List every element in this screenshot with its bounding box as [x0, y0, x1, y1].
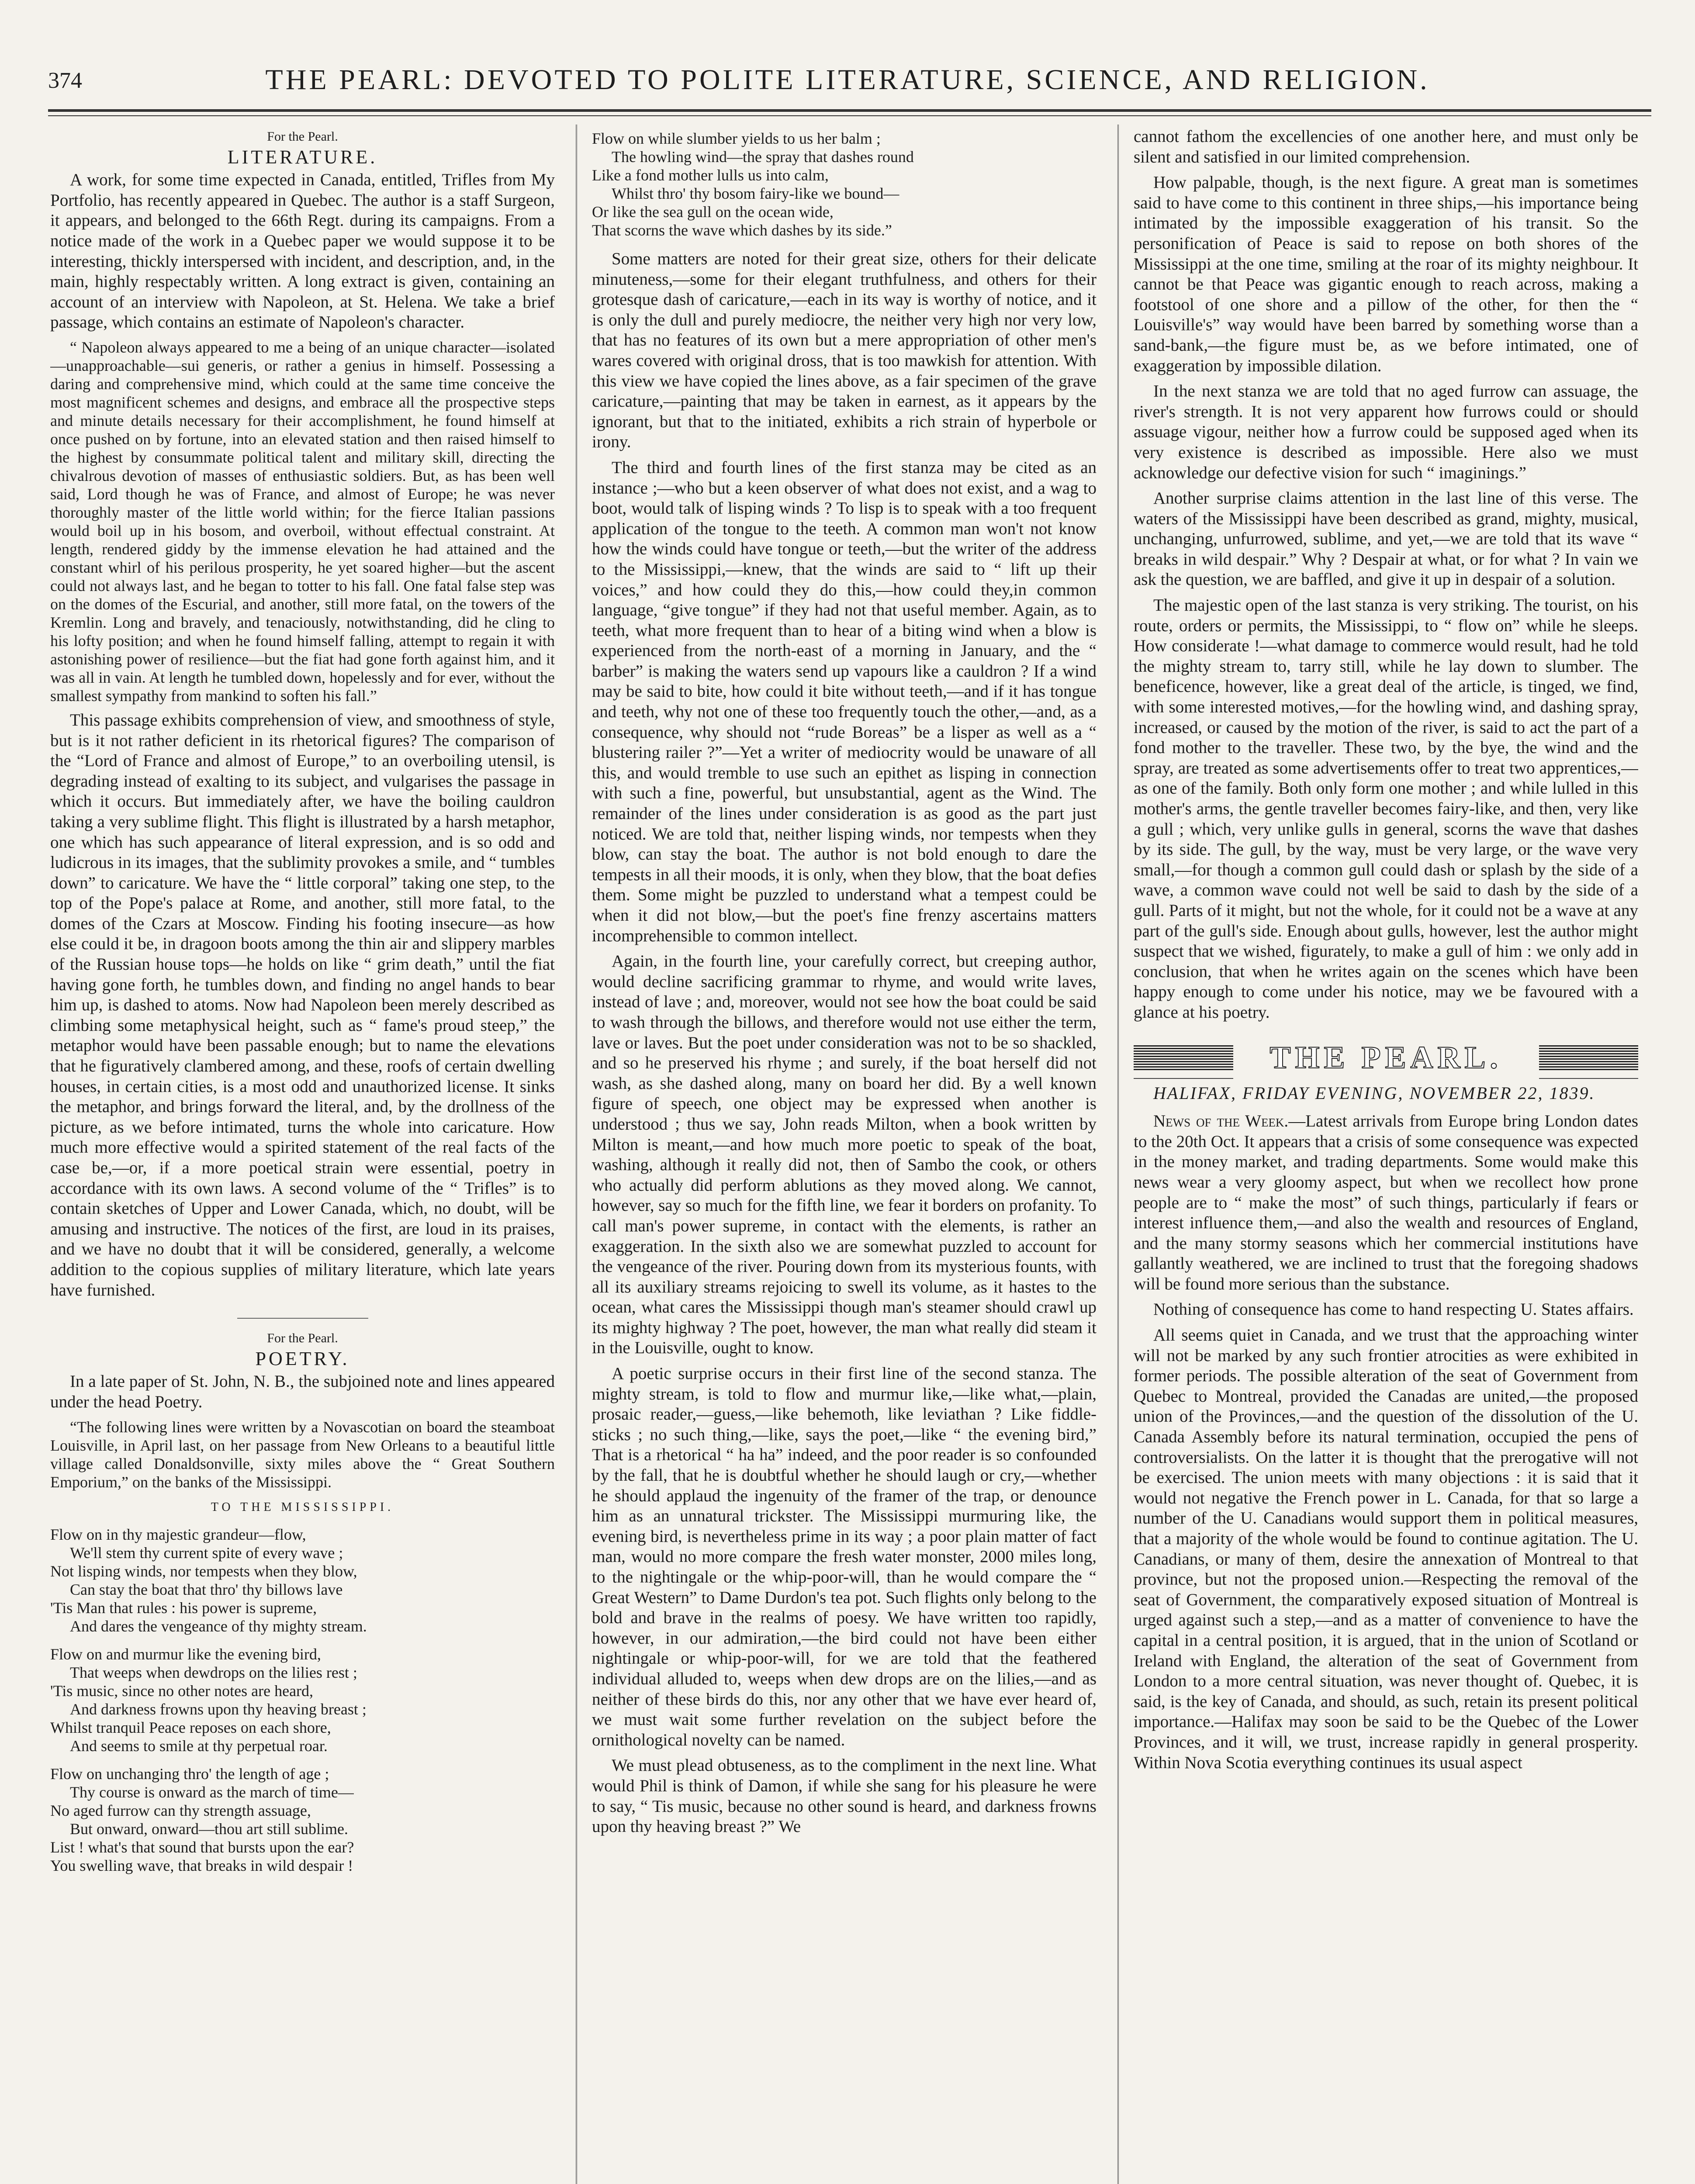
masthead-title: THE PEARL.: [1270, 1040, 1502, 1075]
poem-stanza-1: [50, 1525, 555, 1635]
poem-stanza-3: [50, 1765, 555, 1875]
verse-line: Flow on while slumber yields to us her balm ;: [592, 130, 881, 147]
paragraph: In the next stanza we are told that no aged furrow can assuage, the river's strength. It is not very apparent how furrows could or should assuage vigour, neither how a furrow could be supposed aged when its very existence is described as impossible. Here also we must acknowledge our defective vision for such “ imaginings.”: [1134, 382, 1638, 482]
paragraph: In a late paper of St. John, N. B., the subjoined note and lines appeared under the head Poetry.: [50, 1372, 555, 1411]
verse-line: That weeps when dewdrops on the lilies rest ;: [70, 1664, 357, 1682]
verse-line: Can stay the boat that thro' thy billows lave: [70, 1581, 343, 1599]
paragraph: A poetic surprise occurs in their first line of the second stanza. The mighty stream, is told to flow and murmur like,—like what,—plain, prosaic reader,—guess,—like behemoth, like leviathan ? Like fiddle-sticks ; no such thing,—like, says the poet,—like “ the evening bird,” That is a rhetorical “ ha ha” indeed, and the poor reader is so confounded by the fall, that he is doubtful whether he should laugh or cry,—whether he should applaud the ingenuity of the framer of the trap, or denounce him as an unnatural trickster. The Mississippi murmuring like, the evening bird, is nevertheless prime in its way ; a poor plain matter of fact man, would no more compare the fresh water monster, 2000 miles long, to the nightingale or the whip-poor-will, than he would compare the “ Great Western” to Dame Durdon's tea pot. Such flights only belong to the bold and brave in the realms of poesy. We have written too rapidly, however, in our admiration,—the bird could not have been either nightingale or whip-poor-will, for we are told that the feathered individual alluded to, weeps when dew drops are on the lilies,—and as neither of these birds do this, nor any other that we have ever heard of, we must wait some further revelation on the subject before the ornithological novelty can be named.: [592, 1364, 1097, 1749]
paragraph: Again, in the fourth line, your carefully correct, but creeping author, would decline sacrificing grammar to rhyme, and would write laves, instead of lave ; and, moreover, would not see how the boat could be said to wash through the billows, and therefore would not use either the term, lave or laves. But the poet under consideration was not to be so shackled, and so he preserved his rhyme ; and surely, if the boat herself did not wash, as she dashed along, many on board her did. By a well known figure of speech, one object may be expressed when another is understood ; thus we say, John reads Milton, when a book written by Milton is meant,—and how much more poetic to speak of the boat, washing, although it really did not, then of Sambo the cook, or others who actually did perform ablutions as they moved along. We cannot, however, say so much for the fifth line, we fear it borders on profanity. To call man's power supreme, in contact with the elements, is rather an exaggeration. In the sixth also we are somewhat puzzled to account for the vengeance of the river. Pouring down from its mysterious founts, with all its auxiliary streams rejoicing to swell its volume, as it hastes to the ocean, what cares the Mississippi though man's steamer should crawl up its mighty highway ? The poet, however, the man what really did steam it in the Louisville, ought to know.: [592, 952, 1097, 1358]
running-head: THE PEARL: DEVOTED TO POLITE LITERATURE, SCIENCE, AND RELIGION.: [265, 64, 1430, 96]
news-text: —Latest arrivals from Europe bring London dates to the 20th Oct. It appears that a crisis of some consequence was expected in the money market, and trading departments. Some would make this news wear a very gloomy aspect, but when we recollect how prone people are to “ make the most” of such things, particularly if fears or interest influence them,—and also the wealth and resources of England, and the many stormy seasons which her commercial institutions have gallantly weathered, we are inclined to trust that the foregoing shadows will be found more serious than the substance.: [1134, 1112, 1638, 1293]
verse-line: But onward, onward—thou art still sublime.: [70, 1820, 348, 1838]
poem-title: TO THE MISSISSIPPI.: [211, 1500, 394, 1514]
paragraph: How palpable, though, is the next figure. A great man is sometimes said to have come to this continent in three ships,—his importance being intimated by the impossible exaggeration of his transit. So the personification of Peace is said to repose on both shores of the Mississippi at the one time, smiling at the roar of its mighty neighbour. It cannot be that Peace was gigantic enough to reach across, making a footstool of one shore and a pillow of the other, for then the “ Louisville's” way would have been barred by something worse than a sand-bank,—the figure must be, as we before intimated, one of exaggeration by impossible dilation.: [1134, 173, 1638, 375]
page-number: 374: [48, 68, 82, 93]
verse-line: We'll stem thy current spite of every wave ;: [70, 1544, 343, 1562]
verse-line: List ! what's that sound that bursts upon the ear?: [50, 1838, 354, 1856]
section-separator: [237, 1318, 368, 1319]
column-divider-2: [1117, 124, 1119, 2184]
header-rule-thick: [48, 109, 1651, 112]
column-2: [592, 127, 1097, 2184]
source-note: For the Pearl.: [267, 1331, 338, 1346]
header-rule-thin: [48, 115, 1651, 116]
column-divider-1: [576, 124, 577, 2184]
verse-line: 'Tis Man that rules : his power is supreme,: [50, 1599, 317, 1617]
verse-line: Whilst tranquil Peace reposes on each shore,: [50, 1719, 331, 1737]
news-paragraph: [1134, 1111, 1638, 1294]
verse-line: The howling wind—the spray that dashes round: [612, 148, 914, 166]
poem-stanza-2: [50, 1645, 555, 1755]
verse-line: That scorns the wave which dashes by its side.”: [592, 221, 892, 239]
editor-note: “The following lines were written by a Novascotian on board the steamboat Louisville, in April last, on her passage from New Orleans to a beautiful little village called Donaldsonville, sixty miles above the “ Great Southern Emporium,” on the banks of the Mississippi.: [50, 1418, 555, 1491]
paragraph: The majestic open of the last stanza is very striking. The tourist, on his route, orders or permits, the Mississippi, to “ flow on” while he sleeps. How considerate !—what damage to commerce would result, had he told the mighty stream to, tarry still, while he lay down to slumber. The beneficence, however, like a great deal of the article, is tinged, we find, with some interested motives,—for the howling wind, and dashing spray, increased, or caused by the motion of the river, is said to act the part of a fond mother to the traveller. These two, by the bye, the wind and the spray, are treated as some advertisements offer to treat two apprentices,—as one of the family. Both only form one mother ; and while lulled in this mother's arms, the gentle traveller becomes fairy-like, and then, very like a gull ; which, very unlike gulls in general, scorns the wave that dashes by its side. The gull, by the way, must be very large, or the wave very small,—for though a common gull could dash or splash by the side of a wave, a common wave could not well be said to dash by the side of a gull. Parts of it might, but not the whole, for it could not be a wave at any part of the gull's side. Enough about gulls, however, lest the author might suspect that we wished, figurately, to make a gull of him : we only add in conclusion, that when he writes again on the scenes which have been happy enough to come under his notice, may we be favoured with a glance at his poetry.: [1134, 596, 1638, 1022]
verse-line: And dares the vengeance of thy mighty stream.: [70, 1617, 367, 1635]
quoted-extract: “ Napoleon always appeared to me a being of an unique character—isolated—unapproachable—sui generis, or rather a genius in himself. Possessing a daring and comprehensive mind, which could at the same time conceive the most magnificent schemes and designs, and embrace all the prospective steps and minute details necessary for their accomplishment, he found himself at once pushed on by fortune, into an elevated station and then raised himself to the highest by consummate political talent and military skill, directing the chivalrous devotion of masses of enthusiastic soldiers. But, as has been well said, Lord though he was of France, and almost of Europe; he was never thoroughly master of the little world within; for the fierce Italian passions would boil up in his bosom, and overboil, without effectual constraint. At length, rendered giddy by the immense elevation he had attained and the constant whirl of his perilous prosperity, he yet soared higher—but the ascent could not always last, and he began to totter to his fall. One fatal false step was on the domes of the Escurial, and another, still more fatal, on the towers of the Kremlin. Long and bravely, and tenaciously, notwithstanding, did he cling to his lofty position; and when he found himself falling, attempt to regain it with astonishing power of resilience—but the fiat had gone forth against him, and it was all in vain. At length he tumbled down, hopelessly and for ever, without the smallest sympathy from mankind to soften his fall.”: [50, 338, 555, 705]
verse-line: Flow on in thy majestic grandeur—flow,: [50, 1526, 306, 1544]
verse-line: Whilst thro' thy bosom fairy-like we bound—: [612, 185, 899, 202]
verse-line: And seems to smile at thy perpetual roar.: [70, 1737, 328, 1755]
paragraph: Another surprise claims attention in the last line of this verse. The waters of the Mississippi have been described as grand, mighty, musical, unchanging, unfurrowed, sublime, and yet,—we are told that its wave “ breaks in wild despair.” Why ? Despair at what, or for what ? In vain we ask the question, we are baffled, and give it up in despair of a solution.: [1134, 489, 1638, 589]
paragraph: We must plead obtuseness, as to the compliment in the next line. What would Phil is think of Damon, if while she sang for his pleasure he were to say, “ Tis music, because no other sound is heard, and darkness frowns upon thy heaving breast ?” We: [592, 1756, 1097, 1836]
verse-line: Not lisping winds, nor tempests when they blow,: [50, 1562, 357, 1580]
verse-line: Like a fond mother lulls us into calm,: [592, 166, 829, 184]
verse-line: You swelling wave, that breaks in wild despair !: [50, 1857, 353, 1875]
paragraph: cannot fathom the excellencies of one another here, and must only be silent and satisfied in our limited comprehension.: [1134, 127, 1638, 166]
verse-line: Thy course is onward as the march of time—: [70, 1783, 354, 1801]
verse-line: Flow on unchanging thro' the length of age ;: [50, 1765, 329, 1783]
masthead: [1134, 1040, 1638, 1075]
section-heading-literature: LITERATURE.: [227, 146, 378, 168]
section-heading-poetry: POETRY.: [255, 1348, 350, 1369]
verse-line: Or like the sea gull on the ocean wide,: [592, 203, 834, 221]
paragraph: This passage exhibits comprehension of view, and smoothness of style, but is it not rather deficient in its rhetorical figures? The comparison of the “Lord of France and almost of Europe,” to an overboiling utensil, is degrading instead of exalting to its subject, and vulgarises the passage in which it occurs. But immediately after, we have the boiling cauldron taking a very sublime flight. This flight is illustrated by a harsh metaphor, one which has such appearance of literal expression, and is so odd and ludicrous in its images, that the sublimity provokes a smile, and “ tumbles down” to caricature. We have the “ little corporal” taking one step, to the top of the Pope's palace at Rome, and another, still more fatal, to the domes of the Czars at Moscow. Finding his footing insecure—as how else could it be, in dragoon boots among the thin air and slippery marbles of the Russian house tops—he holds on like “ grim death,” until the fiat having gone forth, he tumbles down, and finding no angel hands to bear him up, is dashed to atoms. Now had Napoleon been merely described as climbing some metaphysical height, such as “ fame's proud steep,” the metaphor would have been passable enough; but to name the elevations that he figuratively clambered among, and these, roofs of certain dwelling houses, in certain cities, is a most odd and unauthorized license. It sinks the metaphor, and brings forward the literal, and, by the drollness of the picture, as we before intimated, turns the whole into caricature. How much more effective would a spirited statement of the real facts of the case be,—or, if a more poetical strain were essential, poetry in accordance with its own laws. A second volume of the “ Trifles” is to contain sketches of Upper and Lower Canada, which, no doubt, will be amusing and instructive. The notices of the first, are loud in its praises, and we have no doubt that it will be considered, generally, a welcome addition to the copious supplies of military literature, which late years have furnished.: [50, 710, 555, 1299]
paragraph: A work, for some time expected in Canada, entitled, Trifles from My Portfolio, has recently appeared in Quebec. The author is a staff Surgeon, it appears, and belonged to the 66th Regt. during its campaigns. From a notice made of the work in a Quebec paper we would suppose it to be interesting, thickly interspersed with incident, and description, and, in the main, highly respectably written. A long extract is given, containing an account of an interview with Napoleon, at St. Helena. We take a brief passage, which contains an estimate of Napoleon's character.: [50, 170, 555, 332]
paragraph: All seems quiet in Canada, and we trust that the approaching winter will not be marked by any such frontier atrocities as were exhibited in former periods. The possible alteration of the seat of Government from Quebec to Montreal, provided the Canadas are united,—the proposed union of the Provinces,—and the question of the dissolution of the U. Canada Assembly before its natural termination, occupied the pens of controversialists. On the latter it is thought that the prerogative will not be exercised. The union meets with many objections : it is said that it would not negative the French power in L. Canada, for that so large a number of the U. Canadians would support them in political measures, that a majority of the whole would be found to continue agitation. The U. Canadians, or many of them, desire the annexation of Montreal to that province, but not the proposed union.—Respecting the removal of the seat of Government, the comparatively exposed situation of Montreal is urged against such a step,—and as a matter of convenience to have the capital in a central position, it is argued, that in the union of Scotland or Ireland with England, the alteration of the seat of Government from London to a more central situation, was never thought of. Quebec, it is said, is the key of Canada, and should, as such, retain its present political importance.—Halifax may soon be said to be the Quebec of the Lower Provinces, and it will, we trust, increase rapidly in general prosperity. Within Nova Scotia everything continues its usual aspect: [1134, 1326, 1638, 1772]
verse-line: And darkness frowns upon thy heaving breast ;: [70, 1700, 367, 1718]
paragraph: Nothing of consequence has come to hand respecting U. States affairs.: [1153, 1300, 1634, 1319]
news-lead: News of the Week.: [1153, 1112, 1289, 1131]
verse-line: 'Tis music, since no other notes are heard,: [50, 1682, 314, 1700]
masthead-ornament: [1134, 1040, 1638, 1075]
paragraph: The third and fourth lines of the first stanza may be cited as an instance ;—who but a keen observer of what does not exist, and a wag to boot, would talk of lisping winds ? To lisp is to speak with a too frequent application of the tongue to the teeth. A common man won't not know how the winds could have tongue or teeth,—but the writer of the address to the Mississippi,—knew, that the winds are said to “ lift up their voices,” and how could they do this,—how could they,in common language, “give tongue” if they had not that useful member. Again, as to teeth, what more frequent than to hear of a biting wind when a blow is experienced from the north-east of a morning in January, and the “ barber” is making the waters send up vapours like a cauldron ? If a wind may be said to bite, how could it bite without teeth,—and if it has tongue and teeth, why not one of these too frequently touch the other,—and, as a consequence, why should not “rude Boreas” be a lisper as well as a “ blustering railer ?”—Yet a writer of mediocrity would be unaware of all this, and would tremble to use such an epithet as lisping in connection with such a fine, powerful, but unsubstantial, agent as the Wind. The remainder of the lines under consideration is as good as the part just noticed. We are told that, neither lisping winds, nor tempests when they blow, can stay the boat. The author is not bold enough to dare the tempests in all their moods, it is only, when they blow, that the boat defies them. Some might be puzzled to understand what a tempest could be when it did not blow,—but the poet's fine frenzy ascertains matters incomprehensible to common intellect.: [592, 458, 1097, 945]
poem-stanza-4: [592, 129, 1097, 239]
dateline: HALIFAX, FRIDAY EVENING, NOVEMBER 22, 1839.: [1153, 1083, 1595, 1103]
column-1: [50, 127, 555, 2184]
column-3: [1134, 127, 1638, 2184]
source-note: For the Pearl.: [267, 129, 338, 144]
verse-line: No aged furrow can thy strength assuage,: [50, 1802, 311, 1820]
paragraph: Some matters are noted for their great size, others for their delicate minuteness,—some for their elegant truthfulness, and others for their grotesque dash of caricature,—each in its way is worthy of notice, and it is only the dull and purely mediocre, the neither very high nor very low, that has no features of its own but a mere appropriation of other men's wares covered with original dross, that is too mawkish for attention. With this view we have copied the lines above, as a fair specimen of the grave caricature,—painting that may be taken in earnest, as it appears by the ignorant, but that to the initiated, exhibits a rich strain of hyperbole or irony.: [592, 249, 1097, 452]
verse-line: Flow on and murmur like the evening bird,: [50, 1645, 321, 1663]
